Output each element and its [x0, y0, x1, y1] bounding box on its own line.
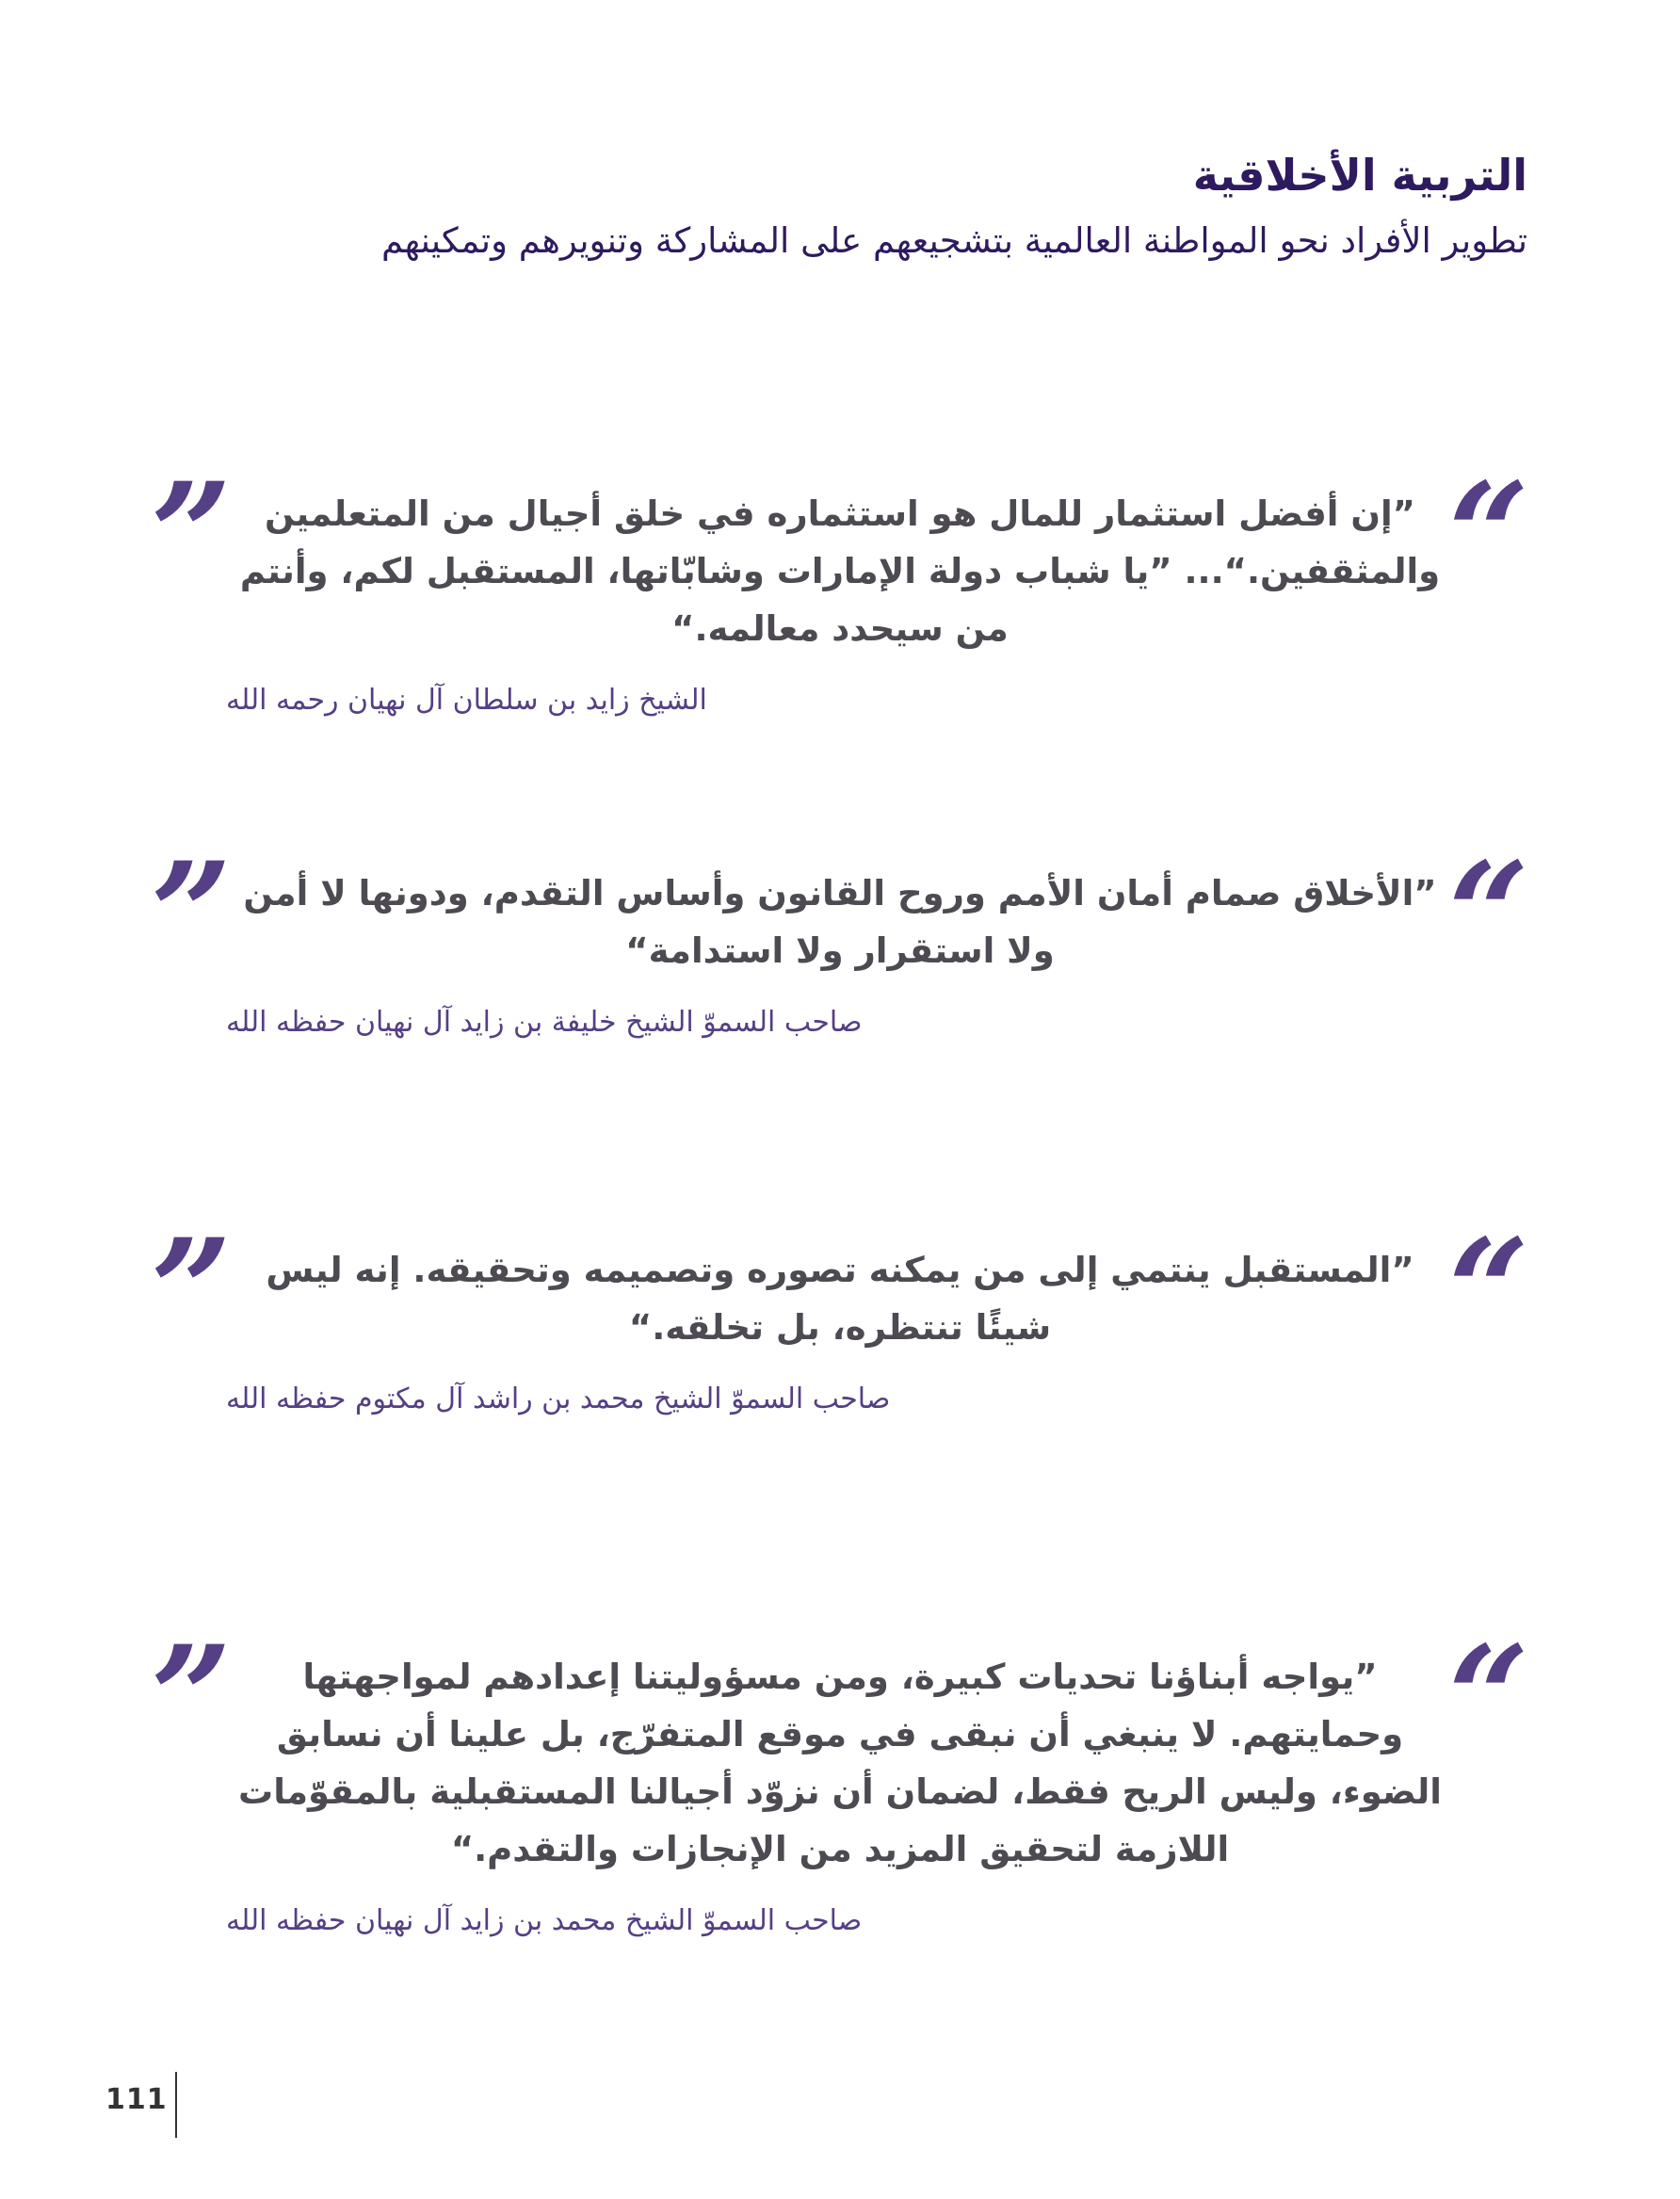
closing-quote-icon: “	[1447, 832, 1529, 997]
quote-author: صاحب السموّ الشيخ محمد بن راشد آل مكتوم حفظه الله	[226, 1382, 891, 1415]
quote-author: صاحب السموّ الشيخ خليفة بن زايد آل نهيان حفظه الله	[226, 1006, 863, 1039]
page-header	[153, 141, 1527, 269]
opening-quote-icon: ”	[151, 832, 233, 997]
quote-block-1	[151, 452, 1529, 720]
opening-quote-icon: ”	[151, 1208, 233, 1374]
page-subtitle: تطوير الأفراد نحو المواطنة العالمية بتشجيعهم على المشاركة وتنويرهم وتمكينهم	[380, 220, 1527, 261]
quote-text: ”الأخلاق صمام أمان الأمم وروح القانون وأساس التقدم، ودونها لا أمن ولا استقرار ولا استدامة“	[243, 873, 1437, 971]
opening-quote-icon: ”	[151, 452, 233, 618]
quote-block-4	[151, 1615, 1529, 1940]
closing-quote-icon: “	[1447, 1615, 1529, 1781]
quote-block-2	[151, 832, 1529, 1042]
page-title: التربية الأخلاقية	[1192, 150, 1527, 201]
quote-author: الشيخ زايد بن سلطان آل نهيان رحمه الله	[226, 684, 707, 717]
closing-quote-icon: “	[1447, 1208, 1529, 1374]
page-number: 111	[105, 2083, 168, 2116]
quote-author: صاحب السموّ الشيخ محمد بن زايد آل نهيان حفظه الله	[226, 1904, 863, 1937]
closing-quote-icon: “	[1447, 452, 1529, 618]
footer-divider	[175, 2072, 177, 2138]
quote-text: ”يواجه أبناؤنا تحديات كبيرة، ومن مسؤوليتنا إعدادهم لمواجهتها وحمايتهم. لا ينبغي أن نبقى في موقع المتفرّج، بل علينا أن نسابق الضوء، وليس الريح فقط، لضمان أن نزوّد أجيالنا المستقبلية بالمقوّمات اللازمة لتحقيق المزيد من الإنجازات والتقدم.“	[238, 1657, 1442, 1869]
quote-text: ”إن أفضل استثمار للمال هو استثماره في خلق أجيال من المتعلمين والمثقفين.“... ”يا شباب دولة الإمارات وشابّاتها، المستقبل لكم، وأنتم من سيحدد معالمه.“	[239, 493, 1441, 649]
quote-text: ”المستقبل ينتمي إلى من يمكنه تصوره وتصميمه وتحقيقه. إنه ليس شيئًا تنتظره، بل تخلقه.“	[266, 1250, 1414, 1348]
opening-quote-icon: ”	[151, 1615, 233, 1781]
quote-block-3	[151, 1208, 1529, 1418]
